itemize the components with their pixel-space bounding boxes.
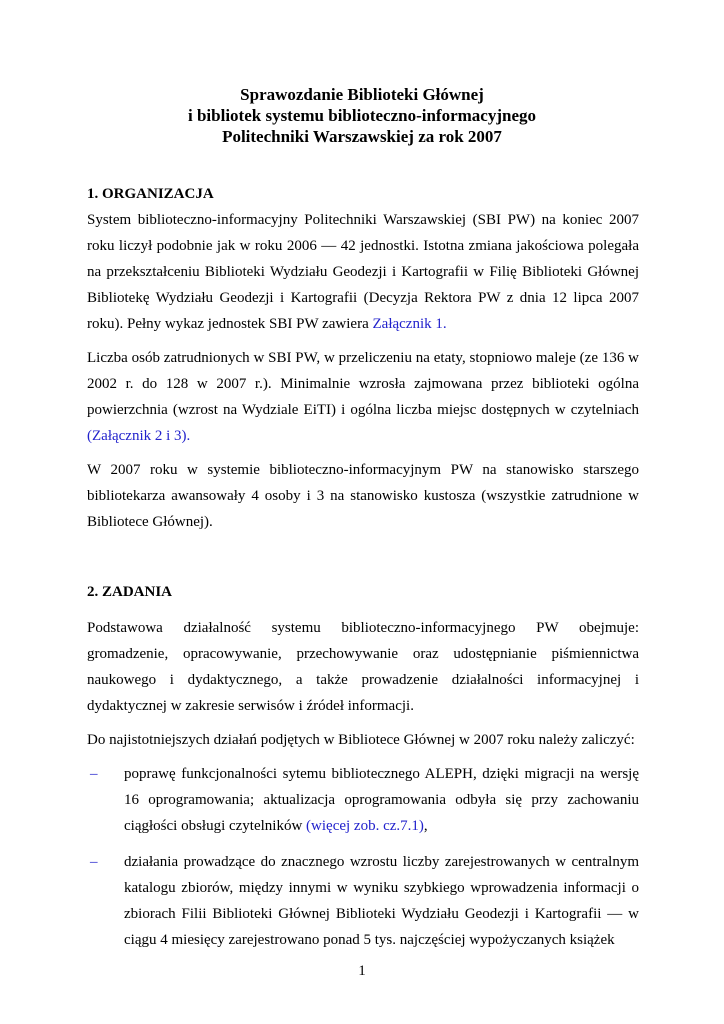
section-1-paragraph-2 bbox=[87, 345, 639, 449]
list-item bbox=[87, 849, 639, 953]
task-list bbox=[87, 761, 639, 953]
section-1-paragraph-3: W 2007 roku w systemie biblioteczno-informacyjnym PW na stanowisko starszego bibliotekarza awansowały 4 osoby i 3 na stanowisko kustosza (wszystkie zatrudnione w Bibliotece Głównej). bbox=[87, 462, 639, 530]
paragraph-text: Liczba osób zatrudnionych w SBI PW, w przeliczeniu na etaty, stopniowo maleje (ze 136 w 2002 r. do 128 w 2007 r.). Minimalnie wzrosła zajmowana przez biblioteki ogólna powierzchnia (wzrost na Wydziale EiTI) i ogólna liczba miejsc dostępnych w czytelniach bbox=[87, 350, 639, 418]
section-2-paragraph-2: Do najistotniejszych działań podjętych w Bibliotece Głównej w 2007 roku należy zaliczyć: bbox=[87, 732, 635, 748]
bullet-dash-icon: – bbox=[90, 766, 98, 782]
section-1-paragraph-1 bbox=[87, 207, 639, 337]
bullet-dash-icon: – bbox=[90, 854, 98, 870]
list-item-text: poprawę funkcjonalności sytemu bibliotecznego ALEPH, dzięki migracji na wersję 16 oprogramowania; aktualizacja oprogramowania odbyła się przy zachowaniu ciągłości obsługi czytelników bbox=[124, 766, 639, 834]
page-number: 1 bbox=[358, 963, 366, 979]
more-info-link[interactable]: (więcej zob. cz.7.1) bbox=[306, 818, 424, 834]
document-title bbox=[0, 84, 724, 147]
title-line-3: Politechniki Warszawskiej za rok 2007 bbox=[222, 127, 502, 146]
section-1-heading: 1. ORGANIZACJA bbox=[87, 186, 214, 202]
title-line-2: i bibliotek systemu biblioteczno-informacyjnego bbox=[187, 106, 536, 125]
section-spacer bbox=[87, 543, 639, 579]
section-2-heading: 2. ZADANIA bbox=[87, 584, 173, 600]
list-item bbox=[87, 761, 639, 839]
section-2-paragraph-1: Podstawowa działalność systemu biblioteczno-informacyjnego PW obejmuje: gromadzenie, opracowywanie, przechowywanie oraz udostępnianie piśmiennictwa naukowego i dydaktycznego, a także prowadzenie działalności informacyjnej i dydaktycznej w zakresie serwisów i źródeł informacji. bbox=[87, 620, 639, 714]
attachment-1-link[interactable]: Załącznik 1. bbox=[372, 316, 447, 332]
title-line-1: Sprawozdanie Biblioteki Głównej bbox=[240, 85, 484, 104]
attachment-2-3-link[interactable]: (Załącznik 2 i 3). bbox=[87, 428, 191, 444]
list-item-text: działania prowadzące do znacznego wzrostu liczby zarejestrowanych w centralnym katalogu zbiorów, między innymi w wyniku szybkiego wprowadzenia informacji o zbiorach Filii Biblioteki Głównej Biblioteki Wydziału Geodezji i Kartografii — w ciągu 4 miesięcy zarejestrowano ponad 5 tys. najczęściej wypożyczanych książek bbox=[124, 854, 639, 948]
paragraph-text: System biblioteczno-informacyjny Politechniki Warszawskiej (SBI PW) na koniec 2007 roku liczył podobnie jak w roku 2006 — 42 jednostki. Istotna zmiana jakościowa polegała na przekształceniu Biblioteki Wydziału Geodezji i Kartografii w Filię Biblioteki Głównej Bibliotekę Wydziału Geodezji i Kartografii (Decyzja Rektora PW z dnia 12 lipca 2007 roku). Pełny wykaz jednostek SBI PW zawiera bbox=[87, 212, 639, 332]
list-item-tail: , bbox=[423, 818, 428, 834]
document-body bbox=[87, 181, 639, 963]
